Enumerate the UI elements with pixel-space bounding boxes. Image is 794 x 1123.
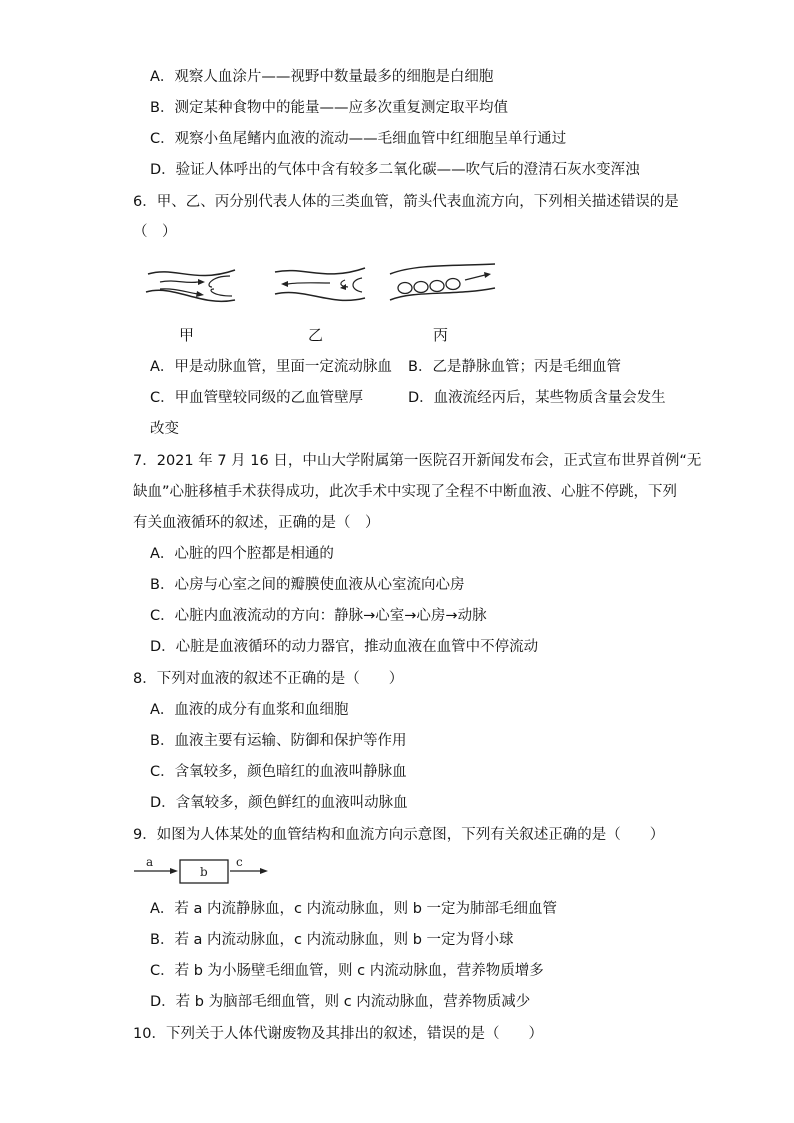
blood-flow-diagram [132, 852, 272, 888]
q9-stem: 9．如图为人体某处的血管结构和血流方向示意图，下列有关叙述正确的是（ ） [133, 827, 665, 843]
red-blood-cell [430, 281, 444, 292]
q6-option-d-cont: 改变 [150, 421, 179, 437]
figure-label-bing: 丙 [433, 326, 449, 344]
q5-option-b: B．测定某种食物中的能量——应多次重复测定取平均值 [150, 100, 508, 116]
q7-option-d: D．心脏是血液循环的动力器官，推动血液在血管中不停流动 [150, 639, 539, 655]
q7-option-b: B．心房与心室之间的瓣膜使血液从心室流向心房 [150, 577, 465, 593]
q6-option-b: B．乙是静脉血管；丙是毛细血管 [408, 359, 621, 375]
q7-option-a: A．心脏的四个腔都是相通的 [150, 546, 334, 562]
q6-option-d: D．血液流经丙后，某些物质含量会发生 [408, 390, 666, 406]
vessel-diagram-jia [140, 262, 240, 322]
q7-stem-cont: 缺血”心脏移植手术获得成功，此次手术中实现了全程不中断血液、心脏不停跳，下列 [133, 484, 678, 500]
q6-option-c: C．甲血管壁较同级的乙血管壁厚 [150, 390, 364, 406]
q6-stem: 6．甲、乙、丙分别代表人体的三类血管，箭头代表血流方向，下列相关描述错误的是 [133, 194, 679, 210]
red-blood-cell [414, 282, 428, 293]
q5-option-c: C．观察小鱼尾鳍内血液的流动——毛细血管中红细胞呈单行通过 [150, 131, 567, 147]
vessel-diagram-yi [270, 262, 370, 322]
q5-option-d: D．验证人体呼出的气体中含有较多二氧化碳——吹气后的澄清石灰水变浑浊 [150, 162, 640, 178]
figure-label-yi: 乙 [308, 326, 324, 344]
red-blood-cell [398, 283, 412, 294]
q7-stem-cont-2: 有关血液循环的叙述，正确的是（ ） [133, 515, 380, 531]
q9-option-b: B．若 a 内流动脉血，c 内流动脉血，则 b 一定为肾小球 [150, 932, 514, 948]
q8-option-b: B．血液主要有运输、防御和保护等作用 [150, 733, 407, 749]
red-blood-cell [446, 279, 460, 290]
q10-stem: 10．下列关于人体代谢废物及其排出的叙述，错误的是（ ） [133, 1026, 543, 1042]
q6-stem-cont: （ ） [133, 224, 177, 240]
q8-option-d: D．含氧较多，颜色鲜红的血液叫动脉血 [150, 795, 408, 811]
q7-stem: 7．2021 年 7 月 16 日，中山大学附属第一医院召开新闻发布会，正式宣布世界首例“无 [133, 453, 702, 469]
vessel-diagram-bing [385, 262, 500, 312]
q9-option-d: D．若 b 为脑部毛细血管，则 c 内流动脉血，营养物质减少 [150, 994, 531, 1010]
q8-option-a: A．血液的成分有血浆和血细胞 [150, 702, 349, 718]
q6-option-a: A．甲是动脉血管，里面一定流动脉血 [150, 359, 392, 375]
figure-label-jia: 甲 [179, 326, 195, 344]
diagram-label-b: b [200, 865, 208, 879]
q8-option-c: C．含氧较多，颜色暗红的血液叫静脉血 [150, 764, 407, 780]
q5-option-a: A．观察人血涂片——视野中数量最多的细胞是白细胞 [150, 69, 494, 85]
q9-option-a: A．若 a 内流静脉血，c 内流动脉血，则 b 一定为肺部毛细血管 [150, 901, 558, 917]
diagram-label-a: a [146, 855, 154, 869]
diagram-label-c: c [236, 855, 243, 869]
q9-option-c: C．若 b 为小肠壁毛细血管，则 c 内流动脉血，营养物质增多 [150, 963, 544, 979]
q7-option-c: C．心脏内血液流动的方向：静脉→心室→心房→动脉 [150, 608, 487, 624]
q8-stem: 8．下列对血液的叙述不正确的是（ ） [133, 671, 404, 687]
